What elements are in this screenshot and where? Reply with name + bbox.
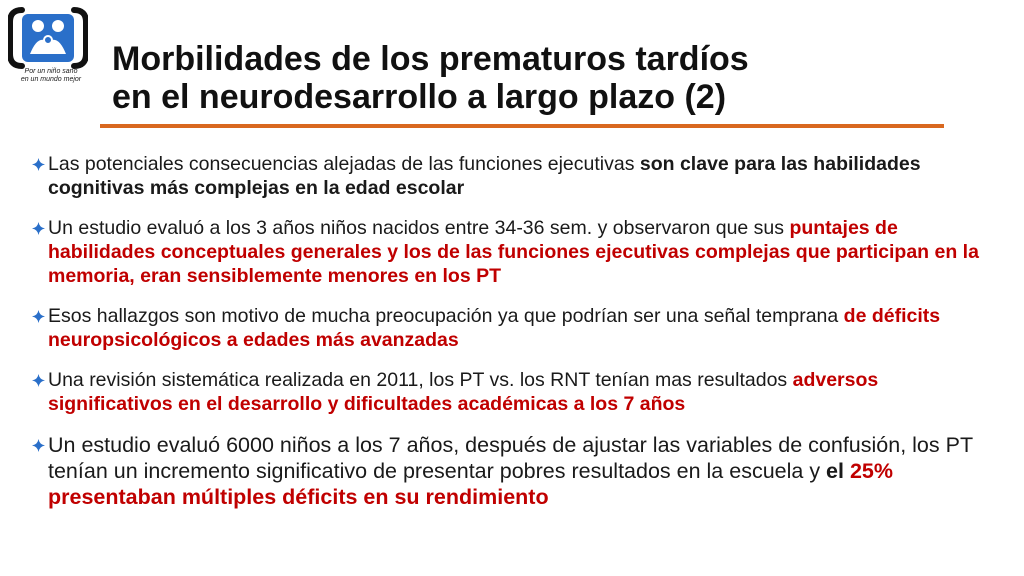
bullet-text: Una revisión sistemática realizada en 2011, los PT vs. los RNT tenían mas resultados (48, 369, 793, 391)
bullet-text: Un estudio evaluó 6000 niños a los 7 años, después de ajustar las variables de confusión, los PT tenían un incremento significativo de presentar pobres resultados en la escuela y (48, 433, 973, 483)
family-logo-icon (8, 6, 88, 70)
bullet-highlight-text: adversos significativos en el desarrollo y dificultades académicas a los 7 años (48, 369, 879, 415)
diamond-bullet-icon (32, 222, 45, 235)
bullet-bold-text: el (826, 459, 844, 483)
bullet-item (32, 368, 982, 416)
bullet-item (32, 152, 982, 200)
logo-caption-line1: Por un niño sano (24, 68, 78, 75)
bullet-text: Un estudio evaluó a los 3 años niños nacidos entre 34-36 sem. y observaron que sus (48, 217, 790, 239)
bullet-highlight-text: 25% presentaban múltiples déficits en su rendimiento (48, 459, 894, 509)
bullet-highlight-text: puntajes de habilidades conceptuales generales y los de las funciones ejecutivas complejas que participan en la memoria, eran sensiblemente menores en los PT (48, 217, 979, 287)
page-title (112, 40, 992, 116)
bullet-list (32, 152, 982, 526)
logo-caption-line2: en un mundo mejor (20, 76, 82, 83)
title-line-2: en el neurodesarrollo a largo plazo (2) (112, 78, 727, 116)
diamond-bullet-icon (32, 310, 45, 323)
title-divider (100, 124, 944, 128)
bullet-item (32, 216, 982, 288)
logo-caption (6, 68, 96, 84)
bullet-text: Las potenciales consecuencias alejadas de las funciones ejecutivas (48, 153, 640, 175)
diamond-bullet-icon (32, 158, 45, 171)
diamond-bullet-icon (32, 439, 45, 452)
bullet-bold-text: son clave para las habilidades cognitivas más complejas en la edad escolar (48, 153, 921, 199)
title-line-1: Morbilidades de los prematuros tardíos (112, 40, 749, 78)
diamond-bullet-icon (32, 374, 45, 387)
bullet-highlight-text: de déficits neuropsicológicos a edades más avanzadas (48, 305, 941, 351)
bullet-text: Esos hallazgos son motivo de mucha preocupación ya que podrían ser una señal temprana (48, 305, 844, 327)
bullet-item (32, 432, 982, 510)
bullet-item (32, 304, 982, 352)
